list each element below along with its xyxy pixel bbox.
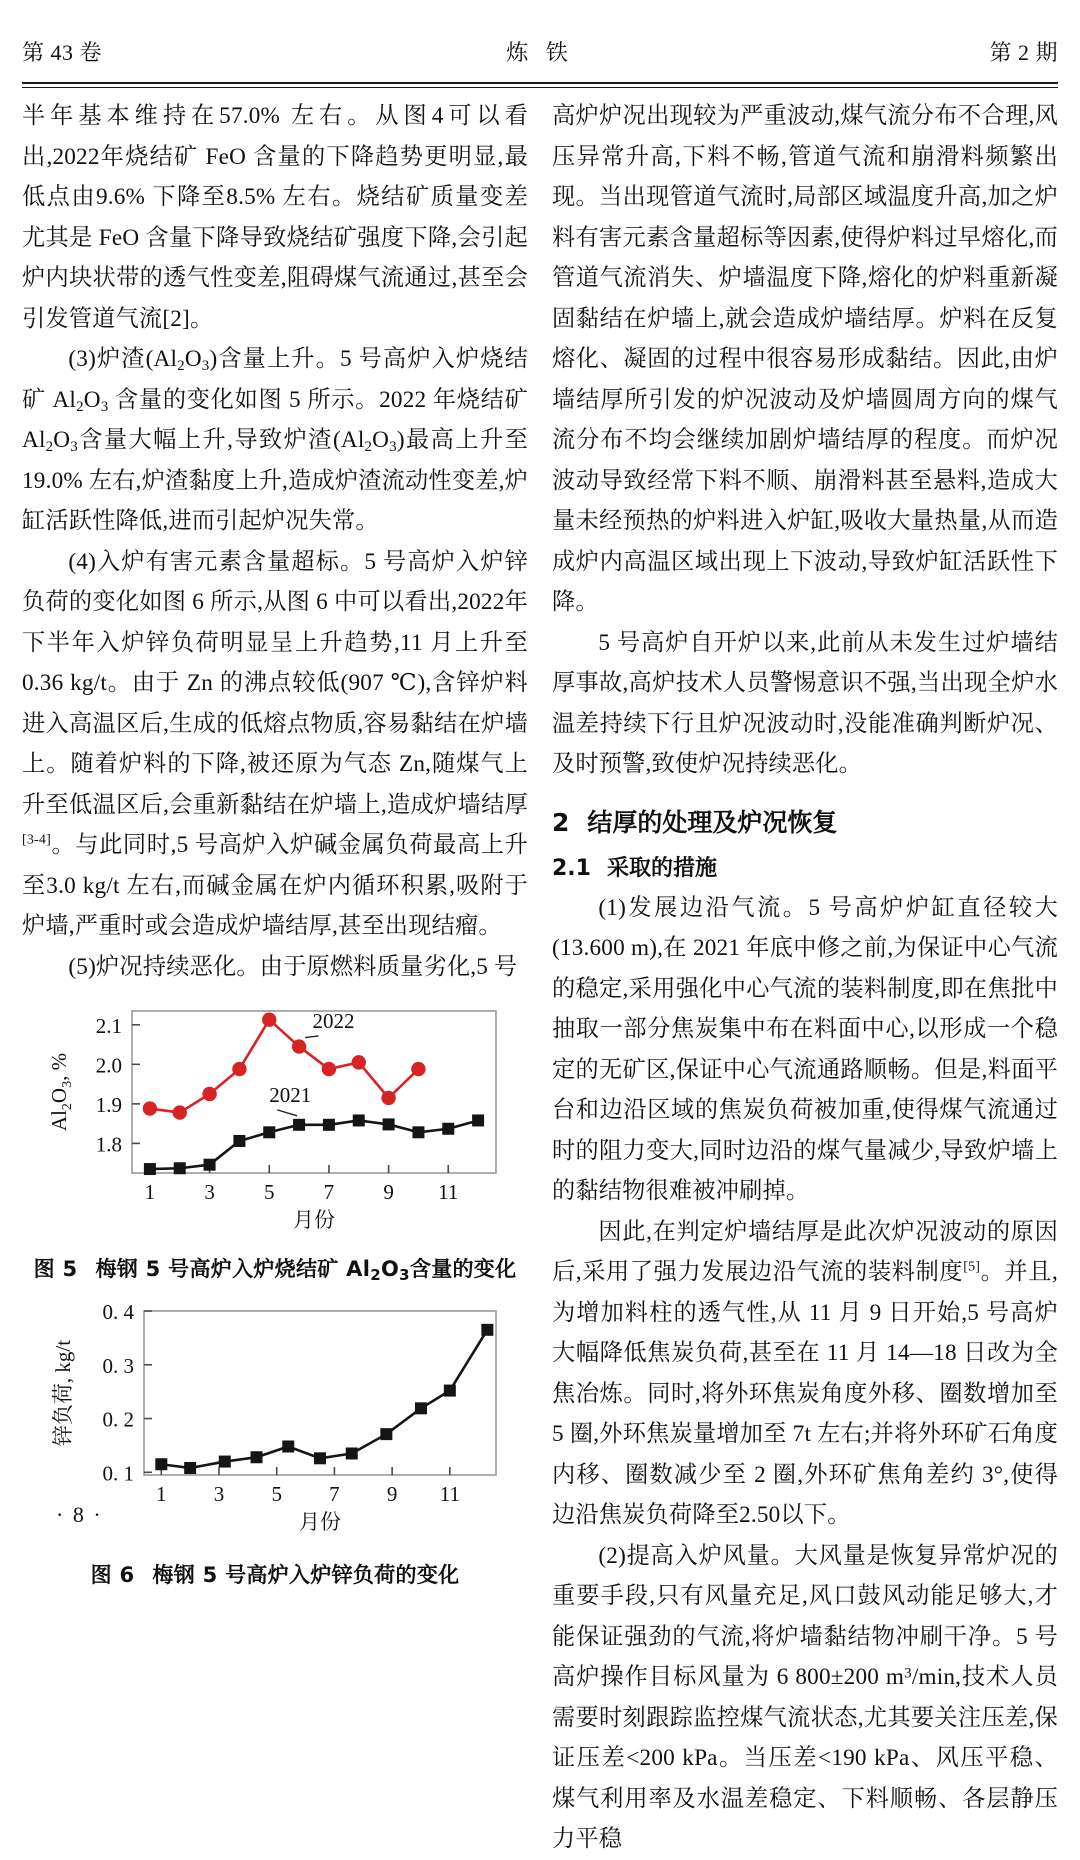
- figure-5-chart: [40, 997, 510, 1245]
- y-tick-label: 1.9: [95, 1092, 122, 1117]
- figure-5-caption-b: O: [380, 1257, 400, 1281]
- data-point: [155, 1458, 167, 1470]
- section-heading-2-1: [552, 851, 1058, 882]
- data-point: [262, 1012, 276, 1026]
- issue-label: 第 2 期: [989, 40, 1058, 65]
- figure-6-caption: [22, 1559, 528, 1589]
- paragraph-edge-gas-flow: (1)发展边沿气流。5 号高炉炉缸直径较大(13.600 m),在 2021 年底中修之前,为保证中心气流的稳定,采用强化中心气流的装料制度,即在焦批中抽取一部分焦炭集中布在料面中心,以形成一个稳定的无矿区,保证中心气流通路顺畅。但是,料面平台和边沿区域的焦炭负荷被加重,使得煤气流通过时的阻力变大,同时边沿的煤气量减少,导致炉墙上的黏结物很难被冲刷掉。: [552, 894, 1058, 1204]
- figure-5-caption: [22, 1253, 528, 1283]
- figure-6-label: 图 6: [90, 1563, 135, 1587]
- section-21-title: 采取的措施: [606, 855, 717, 881]
- x-tick-label: 5: [271, 1482, 282, 1506]
- data-point: [346, 1447, 358, 1459]
- data-point: [481, 1324, 493, 1336]
- figure-5: [22, 997, 528, 1283]
- y-tick-label: 0. 4: [102, 1300, 134, 1324]
- right-column: [552, 96, 1058, 1852]
- data-point: [233, 1135, 245, 1147]
- data-point: [204, 1159, 216, 1171]
- data-point: [144, 1163, 156, 1175]
- data-point: [282, 1441, 294, 1453]
- figure-5-label: 图 5: [33, 1257, 78, 1281]
- data-point: [442, 1123, 454, 1135]
- data-point: [173, 1105, 187, 1119]
- paragraph-continued: 半年基本维持在57.0% 左右。从图4可以看出,2022年烧结矿 FeO 含量的下降趋势更明显,最低点由9.6% 下降至8.5% 左右。烧结矿质量变差尤其是 FeO 含量下降导致烧结矿强度下降,会引起炉内块状带的透气性变差,阻碍煤气流通过,甚至会引发管道气流[2]。: [22, 103, 528, 332]
- data-point: [383, 1118, 395, 1130]
- data-point: [472, 1114, 484, 1126]
- data-point: [292, 1039, 306, 1053]
- y-tick-label: 2.0: [95, 1053, 122, 1078]
- data-point: [219, 1456, 231, 1468]
- data-point: [322, 1062, 336, 1076]
- section-2-number: 2: [552, 807, 570, 837]
- data-point: [251, 1451, 263, 1463]
- paragraph-slag-al2o3: (3)炉渣(Al2O3)含量上升。5 号高炉入炉烧结矿 Al2O3 含量的变化如图 5 所示。2022 年烧结矿 Al2O3含量大幅上升,导致炉渣(Al2O3)最高上升至19.0% 左右,炉渣黏度上升,造成炉渣流动性变差,炉缸活跃性降低,进而引起炉况失常。: [22, 346, 528, 534]
- data-point: [323, 1119, 335, 1131]
- x-tick-label: 7: [323, 1180, 335, 1204]
- data-point: [444, 1385, 456, 1397]
- figure-5-caption-c: 含量的变化: [409, 1257, 517, 1281]
- y-tick-label: 1.8: [95, 1132, 122, 1157]
- running-head: [22, 36, 1058, 76]
- x-tick-label: 9: [386, 1482, 398, 1506]
- data-point: [314, 1452, 326, 1464]
- paragraph-harmful-elements: (4)入炉有害元素含量超标。5 号高炉入炉锌负荷的变化如图 6 所示,从图 6 中可以看出,2022年下半年入炉锌负荷明显呈上升趋势,11 月上升至0.36 kg/t。由于 Zn 的沸点较低(907 ℃),含锌炉料进入高温区后,生成的低熔点物质,容易黏结在炉墙上。随着炉料的下降,被还原为气态 Zn,随煤气上升至低温区后,会重新黏结在炉墙上,造成炉墙结厚[3-4]。与此同时,5 号高炉入炉碱金属负荷最高上升至3.0 kg/t 左右,而碱金属在炉内循环积累,吸附于炉墙,严重时或会造成炉墙结厚,甚至出现结瘤。: [22, 548, 528, 939]
- data-point: [232, 1062, 246, 1076]
- figure-6-caption-text: 梅钢 5 号高炉入炉锌负荷的变化: [152, 1563, 460, 1587]
- y-tick-label: 2.1: [95, 1013, 122, 1038]
- figure-5-caption-sub1: 2: [370, 1265, 381, 1284]
- data-point: [415, 1402, 427, 1414]
- figure-5-caption-a: 梅钢 5 号高炉入炉烧结矿 Al: [95, 1257, 371, 1281]
- data-point: [184, 1462, 196, 1474]
- x-tick-label: 3: [213, 1482, 225, 1506]
- figure-6-chart: [40, 1293, 510, 1551]
- x-tick-label: 3: [204, 1180, 215, 1204]
- data-point: [293, 1119, 305, 1131]
- x-axis-label: 月份: [293, 1208, 335, 1232]
- paragraph-increase-blast: (2)提高入炉风量。大风量是恢复异常炉况的重要手段,只有风量充足,风口鼓风动能足够大,才能保证强劲的气流,将炉墙黏结物冲刷干净。5 号高炉操作目标风量为 6 800±200 $m^3/\min$,技术人员需要时刻跟踪监控煤气流状态,尤其要关注压差,保证压差<200 kPa。当压差<190 kPa、风压平稳、煤气利用率及水温差稳定、下料顺畅、各层静压力平稳: [552, 1542, 1058, 1852]
- section-2-title: 结厚的处理及炉况恢复: [587, 807, 838, 837]
- y-tick-label: 0. 2: [102, 1407, 134, 1432]
- data-point: [411, 1062, 425, 1076]
- x-tick-label: 5: [263, 1180, 275, 1204]
- paragraph-furnace-condition: 高炉炉况出现较为严重波动,煤气流分布不合理,风压异常升高,下料不畅,管道气流和崩滑料频繁出现。当出现管道气流时,局部区域温度升高,加之炉料有害元素含量超标等因素,使得炉料过早熔化,而管道气流消失、炉墙温度下降,熔化的炉料重新凝固黏结在炉墙上,就会造成炉墙结厚。炉料在反复熔化、凝固的过程中很容易形成黏结。因此,由炉墙结厚所引发的炉况波动及炉墙圆周方向的煤气流分布不均会继续加剧炉墙结厚的程度。而炉况波动导致经常下料不顺、崩滑料甚至悬料,造成大量未经预热的炉料进入炉缸,吸收大量热量,从而造成炉内高温区域出现上下波动,导致炉缸活跃性下降。: [552, 103, 1058, 615]
- series-label-2021: 2021: [269, 1082, 312, 1107]
- figure-6: [22, 1293, 528, 1589]
- x-axis-label: 月份: [299, 1510, 341, 1534]
- data-point: [263, 1126, 275, 1138]
- header-rule: [22, 82, 1058, 88]
- figure-5-svg: [40, 997, 510, 1245]
- x-tick-label: 1: [144, 1180, 156, 1204]
- y-axis-label: $Al_2O_3$, %: [47, 1052, 75, 1132]
- left-column: [22, 96, 528, 1587]
- y-tick-label: 0. 1: [102, 1461, 134, 1486]
- body-columns: [22, 96, 1058, 1852]
- section-heading-2: [552, 803, 1058, 839]
- series-label-2022: 2022: [312, 1008, 355, 1033]
- x-tick-label: 11: [439, 1482, 460, 1506]
- y-tick-label: 0. 3: [102, 1353, 134, 1378]
- y-axis-label: 锌负荷, kg/t: [51, 1339, 75, 1447]
- paragraph-worsening: (5)炉况持续恶化。由于原燃料质量劣化,5 号: [68, 953, 518, 980]
- x-tick-label: 9: [383, 1180, 394, 1204]
- page-number: · 8 ·: [56, 1502, 103, 1527]
- x-tick-label: 11: [438, 1180, 459, 1204]
- paragraph-charging-system: 因此,在判定炉墙结厚是此次炉况波动的原因后,采用了强力发展边沿气流的装料制度[5]。并且,为增加料柱的透气性,从 11 月 9 日开始,5 号高炉大幅降低焦炭负荷,甚至在 11 月 14—18 日改为全焦冶炼。同时,将外环焦炭角度外移、圈数增加至5 圈,外环焦炭量增加至 7t 左右;并将外环矿石角度内移、圈数减少至 2 圈,外环矿焦角差约 3°,使得边沿焦炭负荷降至2.50以下。: [552, 1218, 1058, 1528]
- journal-title: 炼 铁: [506, 40, 574, 65]
- data-point: [352, 1055, 366, 1069]
- data-point: [174, 1162, 186, 1174]
- x-tick-label: 7: [329, 1482, 340, 1506]
- volume-label: 第 43 卷: [22, 40, 103, 65]
- data-point: [202, 1087, 216, 1101]
- data-point: [381, 1091, 395, 1105]
- section-21-number: 2.1: [552, 855, 591, 881]
- data-point: [412, 1126, 424, 1138]
- paragraph-no-prior-accident: 5 号高炉自开炉以来,此前从未发生过炉墙结厚事故,高炉技术人员警惕意识不强,当出现全炉水温差持续下行且炉况波动时,没能准确判断炉况、及时预警,致使炉况持续恶化。: [552, 629, 1058, 777]
- data-point: [353, 1114, 365, 1126]
- x-tick-label: 1: [156, 1482, 167, 1506]
- data-point: [143, 1101, 157, 1115]
- data-point: [380, 1428, 392, 1440]
- figure-5-caption-sub2: 3: [399, 1265, 410, 1284]
- figure-6-svg: [40, 1293, 510, 1551]
